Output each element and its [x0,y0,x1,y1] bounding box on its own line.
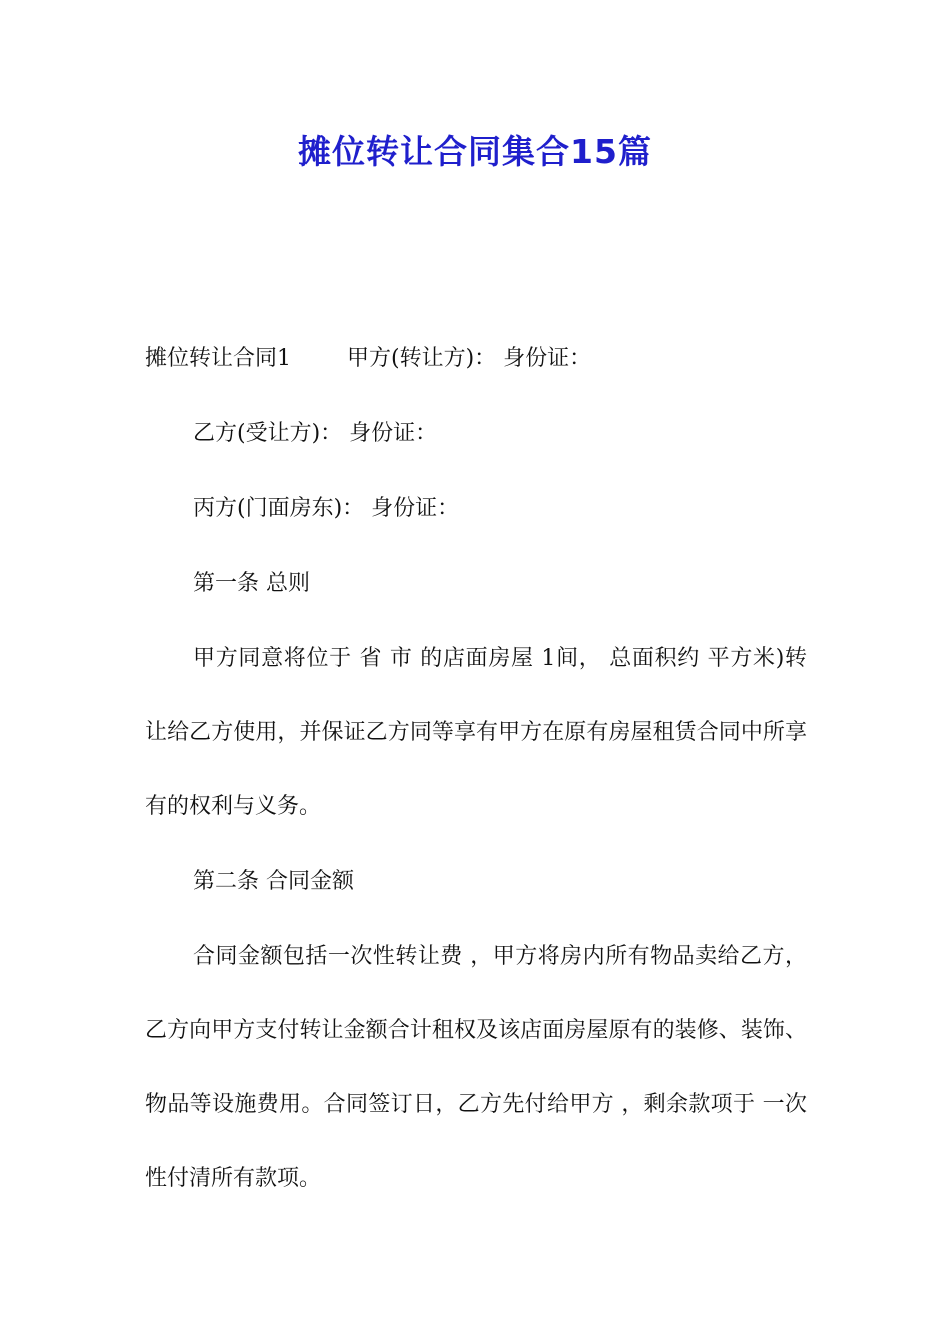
article-2-text: 合同金额包括一次性转让费 ，甲方将房内所有物品卖给乙方，乙方向甲方支付转让金额合计租权及该店面房屋原有的装修、装饰、物品等设施费用。合同签订日，乙方先付给甲方 ，剩余款项于 一次性付清所有款项。 [145,944,807,1191]
article-2-heading: 第二条 合同金额 [193,869,354,894]
party-c-line: 丙方(门面房东)： 身份证： [193,496,460,521]
party-b-line: 乙方(受让方)： 身份证： [193,421,438,446]
intro-line [145,340,807,378]
contract-heading: 摊位转让合同1 [145,346,291,371]
party-a-line: 甲方(转让方)： 身份证： [347,346,592,371]
article-1-heading: 第一条 总则 [193,571,310,596]
document-body [145,340,807,1235]
article-1-text: 甲方同意将位于 省 市 的店面房屋 1间， 总面积约 平方米)转让给乙方使用，并保证乙方同等享有甲方在原有房屋租赁合同中所享有的权利与义务。 [145,646,807,819]
document-title: 摊位转让合同集合15篇 [298,132,652,171]
